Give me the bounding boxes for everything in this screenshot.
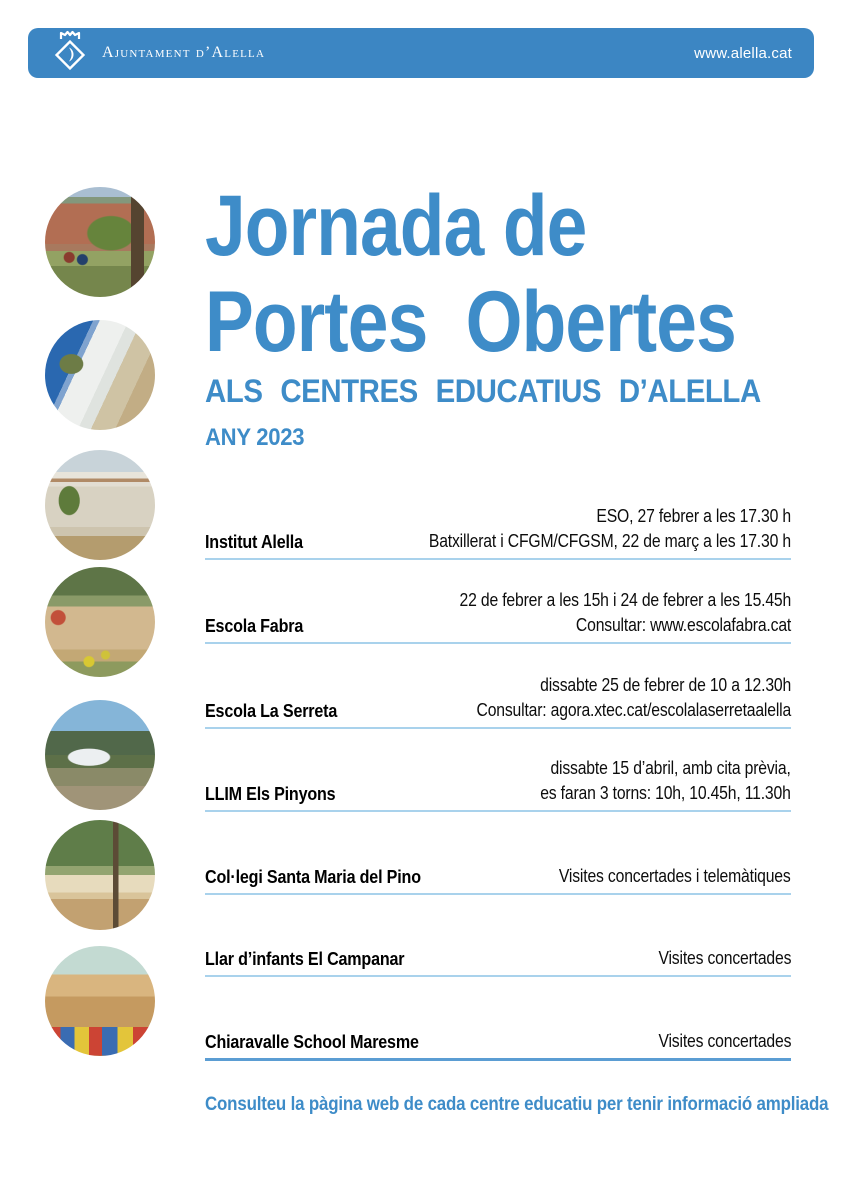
llim-els-pinyons-photo <box>45 567 155 677</box>
school-name: LLIM Els Pinyons <box>205 783 336 804</box>
schedule-line: Visites concertades i telemàtiques <box>559 865 791 886</box>
school-name: Escola Fabra <box>205 615 304 636</box>
schedule-row-institut-alella <box>205 491 791 560</box>
school-name: Chiaravalle School Maresme <box>205 1031 419 1052</box>
page-title-line2: Portes Obertes <box>205 274 736 370</box>
chiaravalle-classroom-photo <box>45 946 155 1056</box>
escola-fabra-photo <box>45 320 155 430</box>
page-subtitle: ALS CENTRES EDUCATIUS D’ALELLA <box>205 373 761 409</box>
schedule-row-escola-fabra <box>205 575 791 644</box>
schedule-line: Batxillerat i CFGM/CFGSM, 22 de març a les 17.30 h <box>428 530 791 551</box>
school-name: Escola La Serreta <box>205 700 338 721</box>
schedule-line: dissabte 15 d’abril, amb cita prèvia, <box>550 757 791 778</box>
schedule-row-chiaravalle-school-maresme <box>205 991 791 1061</box>
schedule-line: ESO, 27 febrer a les 17.30 h <box>596 505 791 526</box>
website-url: www.alella.cat <box>694 44 792 62</box>
schedule-line: 22 de febrer a les 15h i 24 de febrer a les 15.45h <box>459 589 791 610</box>
schedule-row-llar-dinfants-el-campanar <box>205 908 791 977</box>
schedule-line: es faran 3 torns: 10h, 10.45h, 11.30h <box>540 782 791 803</box>
schedule-line: Visites concertades <box>658 1030 791 1051</box>
school-schedule <box>658 1028 791 1053</box>
schedule-line: Consultar: www.escolafabra.cat <box>575 614 791 635</box>
school-schedule <box>476 672 791 722</box>
school-name: Col·legi Santa Maria del Pino <box>205 866 421 887</box>
schedule-row-llim-els-pinyons <box>205 743 791 812</box>
school-schedule <box>559 863 791 888</box>
page-title <box>205 178 736 370</box>
institut-alella-photo <box>45 187 155 297</box>
white-building-hillside-photo <box>45 700 155 810</box>
school-schedule <box>658 945 791 970</box>
school-schedule <box>541 755 791 805</box>
footer-note: Consulteu la pàgina web de cada centre educatiu per tenir informació ampliada <box>205 1094 829 1115</box>
escola-la-serreta-photo <box>45 450 155 560</box>
schedule-row-escola-la-serreta <box>205 660 791 729</box>
school-schedule <box>459 587 791 637</box>
school-name: Llar d’infants El Campanar <box>205 948 405 969</box>
schedule-line: Consultar: agora.xtec.cat/escolalaserretaalella <box>476 699 791 720</box>
alella-crest-icon <box>50 30 90 76</box>
schedule-row-collegi-santa-maria-del-pino <box>205 826 791 895</box>
org-name: Ajuntament d’Alella <box>102 44 266 61</box>
page-year: ANY 2023 <box>205 424 305 451</box>
page-title-line1: Jornada de <box>205 178 587 274</box>
schedule-line: Visites concertades <box>658 947 791 968</box>
schedule-line: dissabte 25 de febrer de 10 a 12.30h <box>540 674 791 695</box>
el-campanar-courtyard-photo <box>45 820 155 930</box>
school-name: Institut Alella <box>205 531 303 552</box>
school-schedule <box>429 503 791 553</box>
header-bar <box>28 28 814 78</box>
header-left <box>50 30 265 76</box>
